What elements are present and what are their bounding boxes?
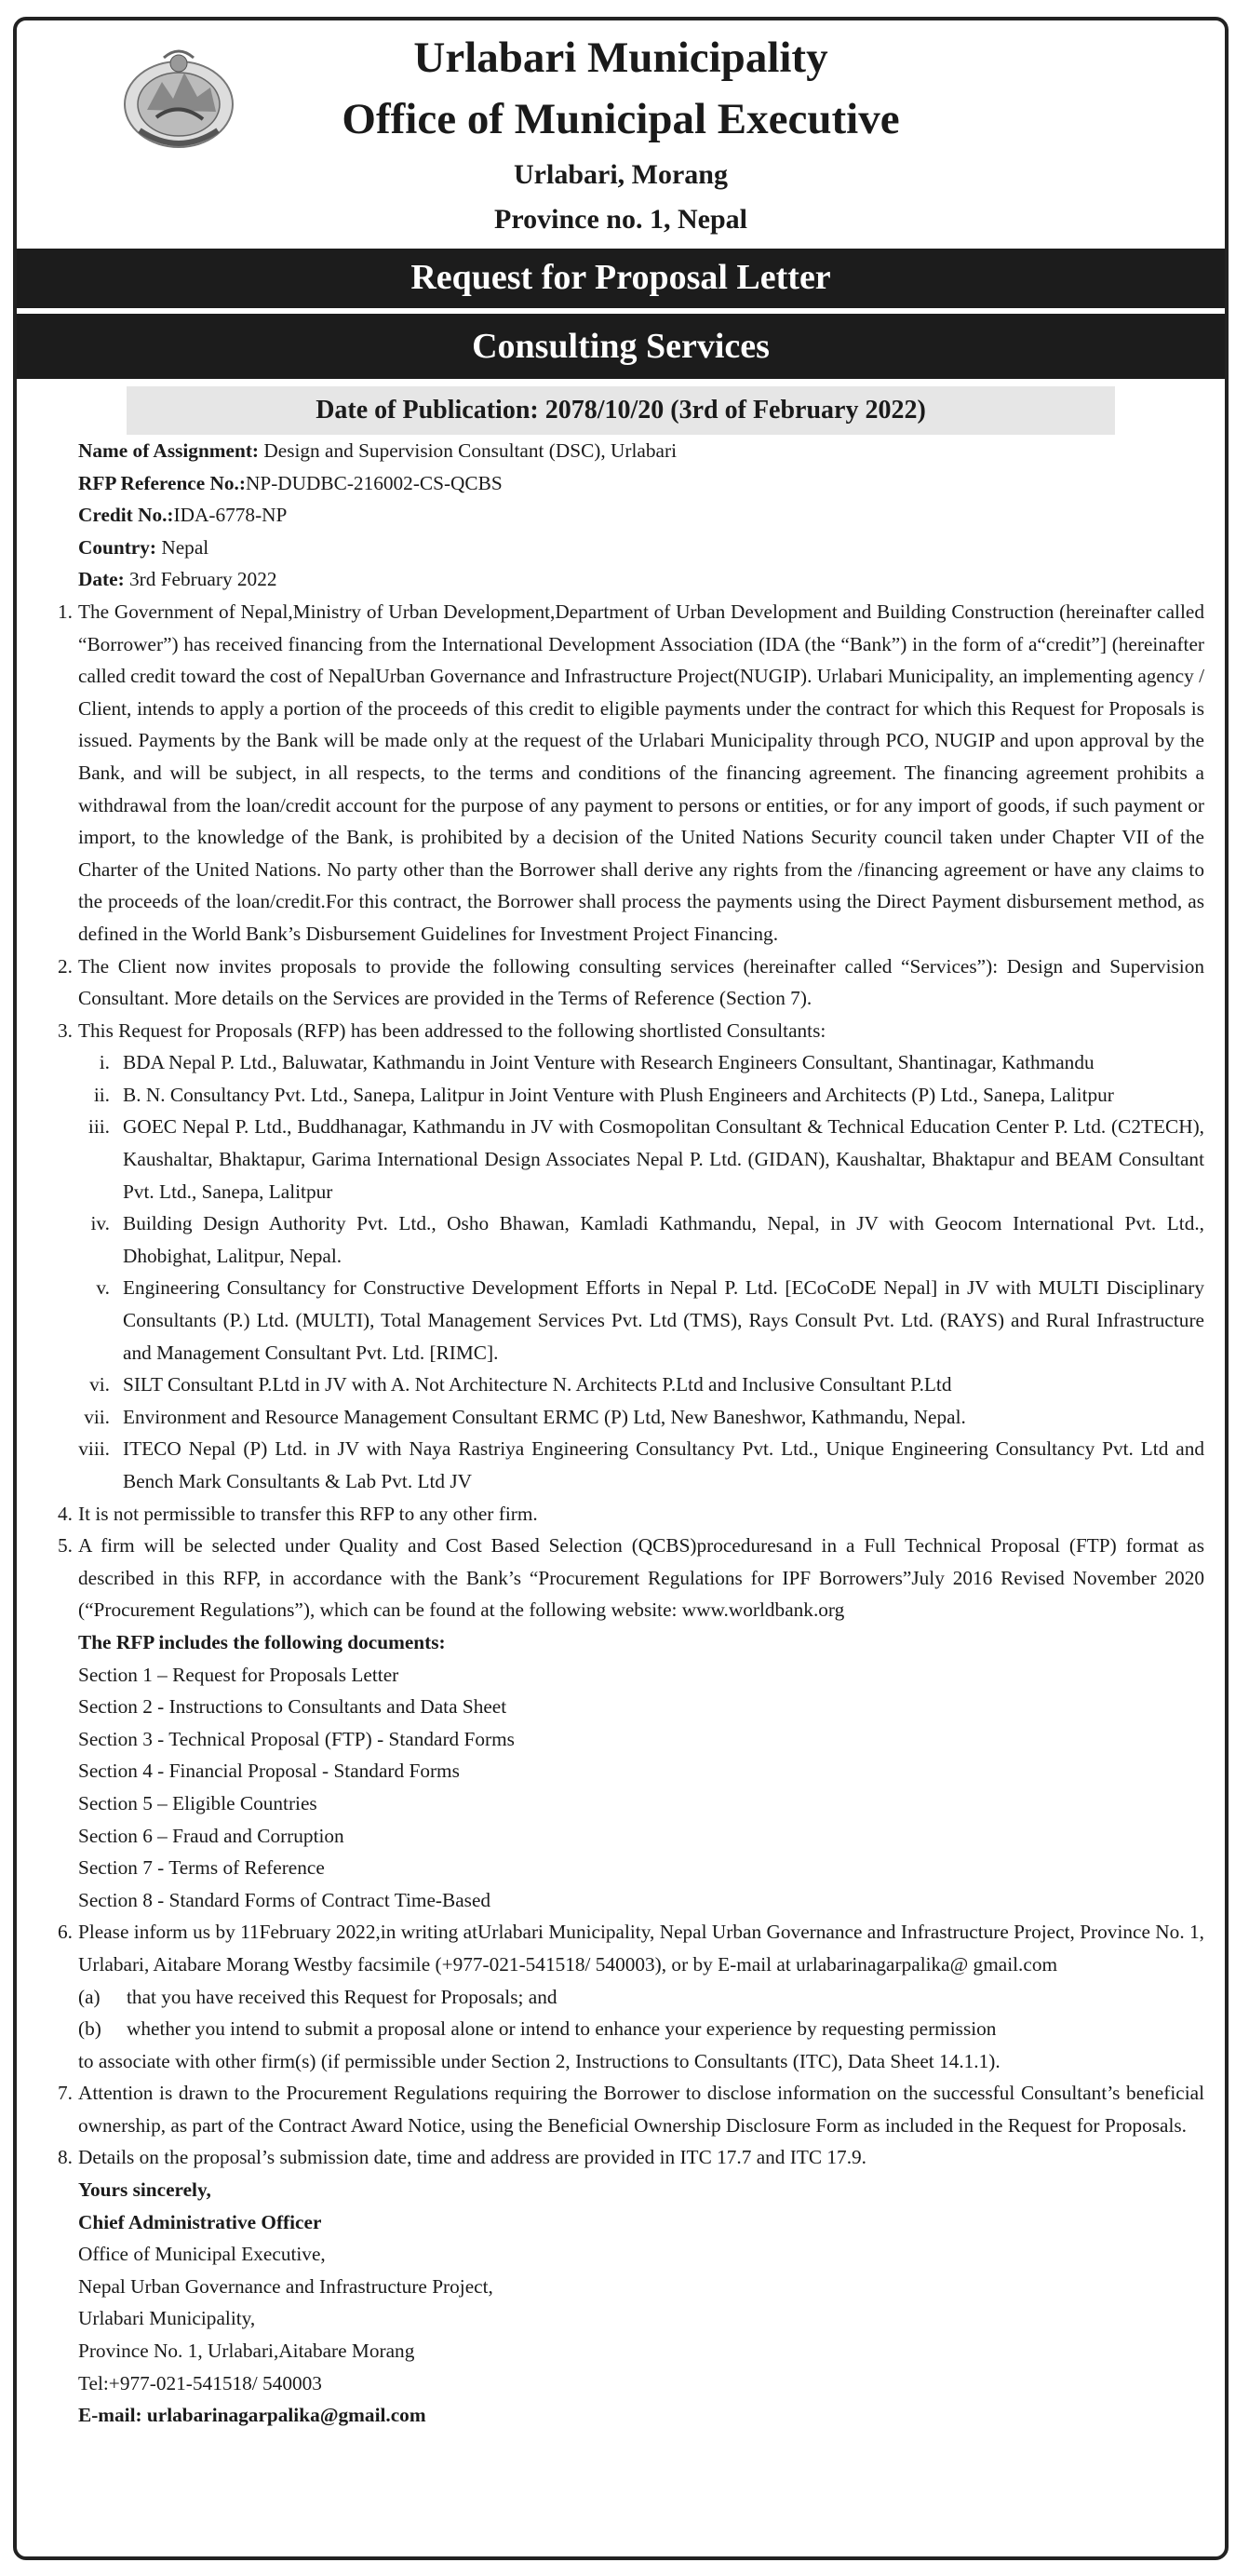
paragraph-2: 2. The Client now invites proposals to provide the following consulting services (hereinafter called “Services”): Design and Supervision Consultant. More details on the Services are provided in the Terms of Reference (Section 7). — [58, 954, 1204, 1010]
letter-body — [17, 435, 1225, 2432]
meta-row: Credit No.:IDA-6778-NP — [78, 504, 288, 527]
list-item: Section 8 - Standard Forms of Contract Time-Based — [78, 1888, 491, 1911]
paragraph-5: 5. A firm will be selected under Quality and Cost Based Selection (QCBS)proceduresand in a Full Technical Proposal (FTP) format as described in this RFP, in accordance with the Bank’s “Procurement Regulations for IPF Borrowers”July 2016 Revised November 2020 (“Procurement Regulations”), which can be found at the following website: www.worldbank.org — [58, 1534, 1204, 1622]
publication-date: Date of Publication: 2078/10/20 (3rd of February 2022) — [127, 386, 1115, 435]
paragraph-4: 4. It is not permissible to transfer this RFP to any other firm. — [58, 1502, 538, 1525]
list-item: Section 6 – Fraud and Corruption — [78, 1824, 344, 1847]
office-name: Office of Municipal Executive — [342, 95, 900, 143]
address-line: Province No. 1, Urlabari,Aitabare Morang — [78, 2340, 415, 2363]
paragraph-3: 3. This Request for Proposals (RFP) has been addressed to the following shortlisted Consultants: — [58, 1018, 826, 1042]
list-item: ii. B. N. Consultancy Pvt. Ltd., Sanepa, Lalitpur in Joint Venture with Plush Engineers and Architects (P) Ltd., Sanepa, Lalitpur — [93, 1083, 1114, 1106]
list-item: vii. Environment and Resource Management Consultant ERMC (P) Ltd, New Baneshwor, Kathmandu, Nepal. — [84, 1405, 966, 1428]
consultant-list — [30, 1046, 1204, 1497]
notice-frame — [13, 17, 1229, 2560]
services-banner: Consulting Services — [17, 314, 1225, 379]
list-item: vi. SILT Consultant P.Ltd in JV with A. Not Architecture N. Architects P.Ltd and Inclusive Consultant P.Ltd — [89, 1373, 952, 1396]
list-item: Section 1 – Request for Proposals Letter — [78, 1663, 399, 1686]
signatory-title: Chief Administrative Officer — [78, 2210, 322, 2233]
signature-block — [30, 2174, 1204, 2432]
list-item: Section 7 - Terms of Reference — [78, 1856, 325, 1880]
list-item: iv. Building Design Authority Pvt. Ltd., Osho Bhawan, Kamladi Kathmandu, Nepal, in JV with Geocom International Pvt. Ltd., Dhobighat, Lalitpur, Nepal. — [90, 1212, 1204, 1267]
list-item: iii. GOEC Nepal P. Ltd., Buddhanagar, Kathmandu in JV with Cosmopolitan Consultant & Technical Education Center P. Ltd. (C2TECH), Kaushaltar, Bhaktapur, Garima International Design Associates Nepal P. Ltd. (GIDAN), Kaushaltar, Bhaktapur and BEAM Consultant Pvt. Ltd., Sanepa, Lalitpur — [87, 1115, 1204, 1203]
paragraph-6-continuation: to associate with other firm(s) (if permissible under Section 2, Instructions to Consultants (ITC), Data Sheet 14.1.1). — [78, 2049, 1001, 2072]
list-item: Section 2 - Instructions to Consultants and Data Sheet — [78, 1695, 507, 1719]
address-line: Urlabari Municipality, — [78, 2307, 256, 2330]
assignment-details — [30, 435, 1204, 596]
list-item: i. BDA Nepal P. Ltd., Baluwatar, Kathmandu in Joint Venture with Research Engineers Consultant, Shantinagar, Kathmandu — [99, 1051, 1095, 1074]
paragraph-1: 1. The Government of Nepal,Ministry of Urban Development,Department of Urban Development and Building Construction (hereinafter called “Borrower”) has received financing from the International Development Association (IDA (the “Bank”) in the form of a“credit”] (hereinafter called credit toward the cost of NepalUrban Governance and Infrastructure Project(NUGIP). Urlabari Municipality, an implementing agency / Client, intends to apply a portion of the proceeds of this credit to eligible payments under the contract for which this Request for Proposals is issued. Payments by the Bank will be made only at the request of the Urlabari Municipality through PCO, NUGIP and upon approval by the Bank, and will be subject, in all respects, to the terms and conditions of the financing agreement. The financing agreement prohibits a withdrawal from the loan/credit account for the purpose of any payment to persons or entities, or for any import of goods, if such payment or import, to the knowledge of the Bank, is prohibited by a decision of the United Nations Security council taken under Chapter VII of the Charter of the United Nations. No party other than the Borrower shall derive any rights from the /financing agreement or have any claims to the proceeds of the loan/credit.For this contract, the Borrower shall process the payments using the Direct Payment disbursement method, as defined in the World Bank’s Disbursement Guidelines for Investment Project Financing. — [58, 600, 1204, 945]
email-line: E-mail: urlabarinagarpalika@gmail.com — [78, 2404, 426, 2427]
list-item: v. Engineering Consultancy for Constructive Development Efforts in Nepal P. Ltd. [ECoCoDE Nepal] in JV with MULTI Disciplinary Consultants (P.) Ltd. (MULTI), Total Management Services Pvt. Ltd (TMS), Rays Consult Pvt. Ltd. (RAYS) and Rural Infrastructure and Management Consultant Pvt. Ltd. [RIMC]. — [96, 1276, 1204, 1364]
document-sections — [30, 1659, 1204, 1917]
office-province: Province no. 1, Nepal — [494, 204, 747, 235]
meta-row: Country: Nepal — [78, 535, 209, 559]
paragraph-6: 6. Please inform us by 11February 2022,in writing atUrlabari Municipality, Nepal Urban Governance and Infrastructure Project, Province No. 1, Urlabari, Aitabare Morang Westby facsimile (+977-021-541518/ 540003), or by E-mail at urlabarinagarpalika@ gmail.com — [58, 1921, 1204, 1976]
rfp-banner: Request for Proposal Letter — [17, 249, 1225, 308]
meta-row: Name of Assignment: Design and Supervision Consultant (DSC), Urlabari — [78, 439, 677, 462]
phone-line: Tel:+977-021-541518/ 540003 — [78, 2371, 322, 2394]
address-line: Office of Municipal Executive, — [78, 2243, 326, 2266]
documents-heading: The RFP includes the following documents: — [78, 1630, 446, 1653]
list-item: viii. ITECO Nepal (P) Ltd. in JV with Naya Rastriya Engineering Consultancy Pvt. Ltd., Unique Engineering Consultancy Pvt. Ltd and Bench Mark Consultants & Lab Pvt. Ltd JV — [78, 1437, 1204, 1492]
municipality-name: Urlabari Municipality — [413, 34, 828, 82]
list-item: (a) that you have received this Request for Proposals; and — [78, 1985, 557, 2008]
list-item: Section 3 - Technical Proposal (FTP) - Standard Forms — [78, 1727, 515, 1750]
letterhead — [17, 20, 1225, 249]
office-location: Urlabari, Morang — [514, 159, 728, 190]
paragraph-7: 7. Attention is drawn to the Procurement Regulations requiring the Borrower to disclose information on the successful Consultant’s beneficial ownership, as part of the Contract Award Notice, using the Beneficial Ownership Disclosure Form as included in the Request for Proposals. — [58, 2082, 1204, 2137]
meta-row: Date: 3rd February 2022 — [78, 568, 277, 591]
list-item: Section 5 – Eligible Countries — [78, 1791, 317, 1814]
address-line: Nepal Urban Governance and Infrastructure Project, — [78, 2274, 493, 2298]
meta-row: RFP Reference No.:NP-DUDBC-216002-CS-QCBS — [78, 471, 503, 494]
list-item: (b) whether you intend to submit a proposal alone or intend to enhance your experience by requesting permission — [78, 2017, 997, 2041]
list-item: Section 4 - Financial Proposal - Standard Forms — [78, 1760, 460, 1783]
closing: Yours sincerely, — [78, 2178, 211, 2202]
nepal-emblem-icon — [119, 45, 238, 155]
paragraph-8: 8. Details on the proposal’s submission date, time and address are provided in ITC 17.7 and ITC 17.9. — [58, 2146, 866, 2169]
